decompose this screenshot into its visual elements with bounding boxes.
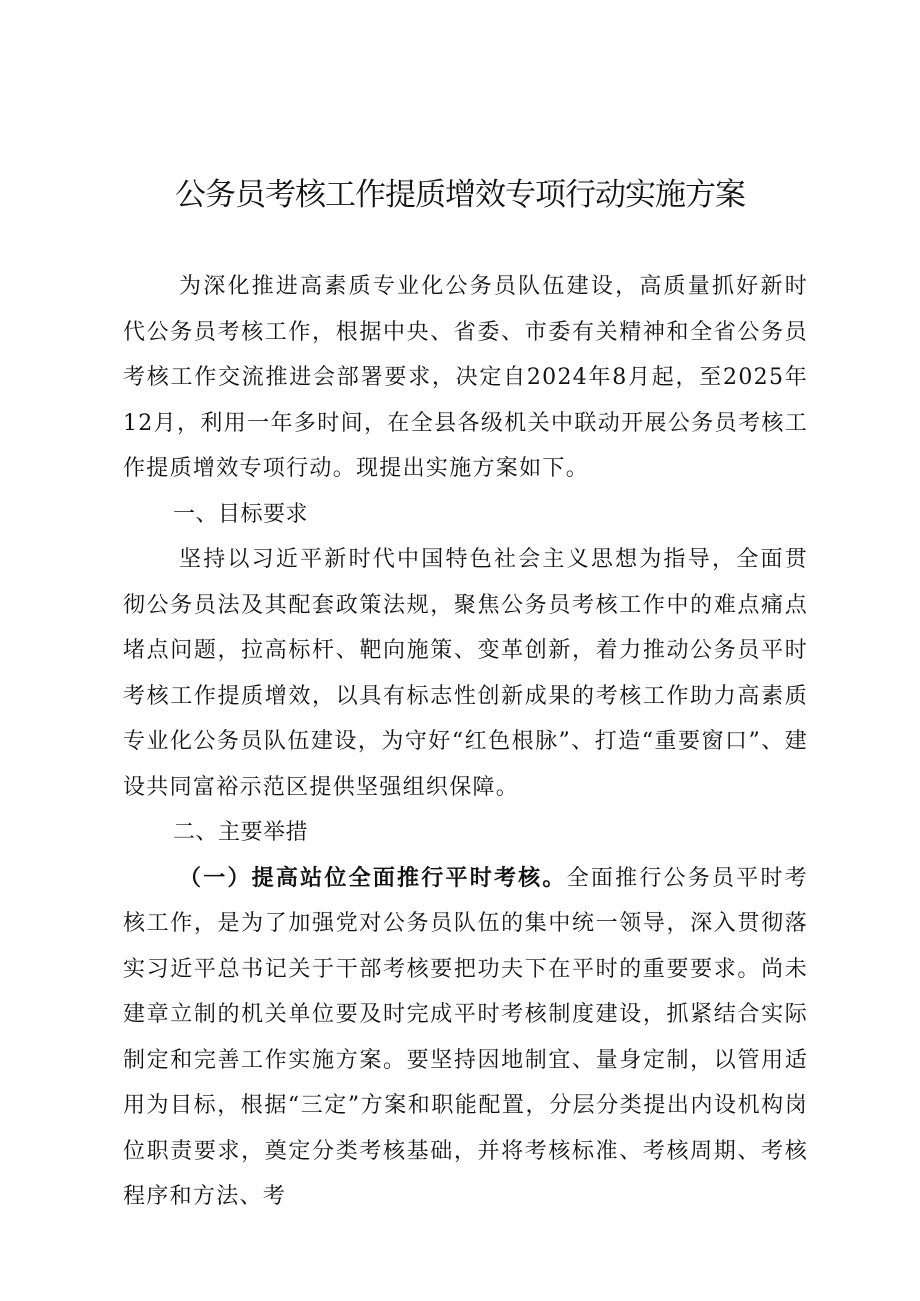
- measure-1-body: 全面推行公务员平时考核工作，是为了加强党对公务员队伍的集中统一领导，深入贯彻落实习近平总书记关于干部考核要把功夫下在平时的重要要求。尚未建章立制的机关单位要及时完成平时考核制度建设，抓紧结合实际制定和完善工作实施方案。要坚持因地制宜、量身定制，以管用适用为目标，根据“三定”方案和职能配置，分层分类提出内设机构岗位职责要求，奠定分类考核基础，并将考核标准、考核周期、考核程序和方法、考: [123, 865, 808, 1209]
- section-heading-goals: 一、目标要求: [173, 501, 309, 527]
- goals-paragraph: 坚持以习近平新时代中国特色社会主义思想为指导，全面贯彻公务员法及其配套政策法规，聚焦公务员考核工作中的难点痛点堵点问题，拉高标杆、靶向施策、变革创新，着力推动公务员平时考核工作提质增效，以具有标志性创新成果的考核工作助力高素质专业化公务员队伍建设，为守好“红色根脉”、打造“重要窗口”、建设共同富裕示范区提供坚强组织保障。: [123, 547, 808, 800]
- document-title: 公务员考核工作提质增效专项行动实施方案: [175, 177, 745, 213]
- measures-paragraph: [123, 856, 808, 1220]
- intro-paragraph: 为深化推进高素质专业化公务员队伍建设，高质量抓好新时代公务员考核工作，根据中央、省委、市委有关精神和全省公务员考核工作交流推进会部署要求，决定自2024年8月起，至2025年12月，利用一年多时间，在全县各级机关中联动开展公务员考核工作提质增效专项行动。现提出实施方案如下。: [123, 274, 808, 481]
- measure-1-lead: （一）提高站位全面推行平时考核。: [179, 864, 567, 891]
- document-body: [123, 264, 808, 1220]
- section-heading-measures: 二、主要举措: [173, 820, 309, 845]
